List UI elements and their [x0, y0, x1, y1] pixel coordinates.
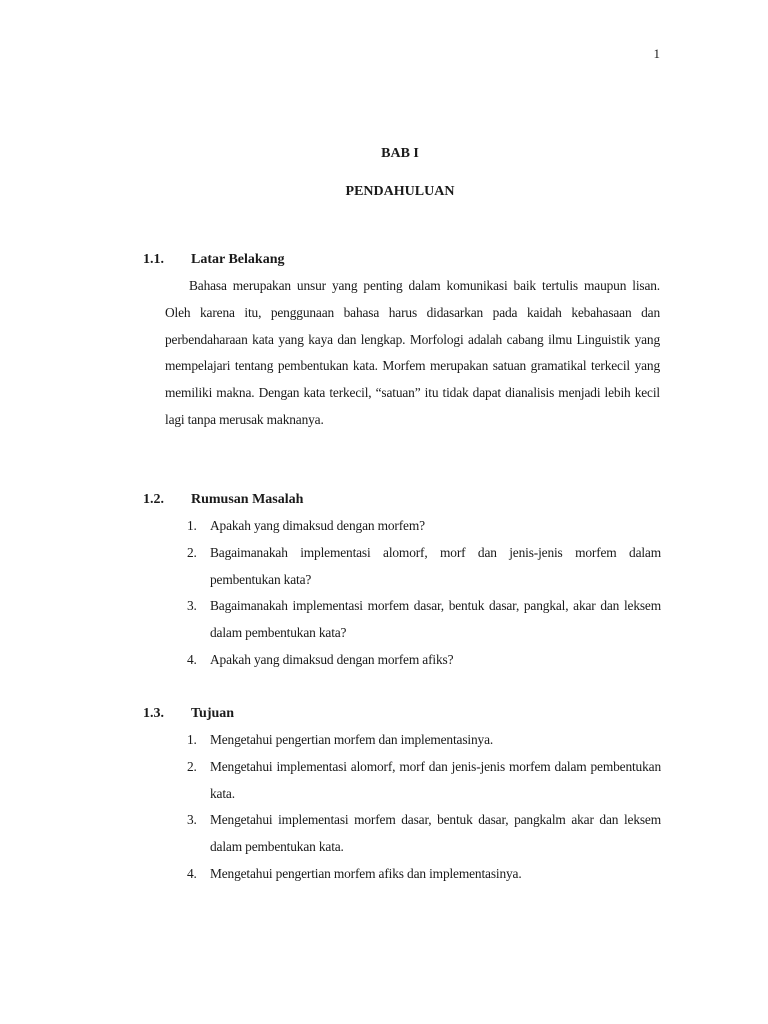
list-marker: 4.	[187, 865, 197, 881]
section-heading-latar-belakang	[143, 252, 284, 268]
section-number: 1.2.	[143, 492, 164, 507]
list-marker: 1.	[187, 518, 197, 533]
list-marker: 2.	[187, 758, 197, 774]
list-item-text: Apakah yang dimaksud dengan morfem afiks?	[210, 651, 454, 667]
list-item	[187, 540, 661, 594]
section-paragraph	[165, 273, 660, 434]
list-item-text: Mengetahui implementasi morfem dasar, bentuk dasar, pangkalm akar dan leksem dalam pembentukan kata.	[210, 812, 661, 855]
list-item	[187, 807, 661, 861]
chapter-label: BAB I	[381, 146, 419, 161]
page-number: 1	[653, 46, 660, 61]
paragraph-text: Bahasa merupakan unsur yang penting dalam komunikasi baik tertulis maupun lisan. Oleh karena itu, penggunaan bahasa harus didasarkan pada kaidah kebahasaan dan perbendaharaan kata yang kaya dan lengkap. Morfologi adalah cabang ilmu Linguistik yang mempelajari tentang pembentukan kata. Morfem merupakan satuan gramatikal terkecil yang memiliki makna. Dengan kata terkecil, “satuan” itu tidak dapat dianalisis menjadi lebih kecil lagi tanpa merusak maknanya.	[165, 278, 660, 427]
list-item	[187, 754, 661, 808]
chapter-title: PENDAHULUAN	[345, 184, 455, 199]
list-item-text: Bagaimanakah implementasi morfem dasar, bentuk dasar, pangkal, akar dan leksem dalam pembentukan kata?	[210, 598, 661, 641]
list-marker: 1.	[187, 732, 197, 747]
list-item-text: Apakah yang dimaksud dengan morfem?	[210, 518, 425, 533]
section-heading-rumusan-masalah	[143, 492, 303, 508]
section-heading-tujuan	[143, 706, 234, 722]
list-item-text: Mengetahui pengertian morfem dan implementasinya.	[210, 732, 494, 747]
list-marker: 3.	[187, 598, 197, 614]
list-item-text: Mengetahui pengertian morfem afiks dan implementasinya.	[210, 865, 522, 881]
list-item	[187, 861, 661, 888]
list-marker: 3.	[187, 812, 197, 828]
tujuan-list	[187, 727, 661, 888]
list-item-text: Bagaimanakah implementasi alomorf, morf dan jenis-jenis morfem dalam pembentukan kata?	[210, 544, 661, 587]
rumusan-masalah-list	[187, 513, 661, 674]
section-number: 1.3.	[143, 706, 164, 721]
list-item	[187, 593, 661, 647]
list-item	[187, 647, 661, 674]
list-marker: 4.	[187, 651, 197, 667]
list-item	[187, 513, 661, 540]
list-marker: 2.	[187, 544, 197, 560]
section-title: Rumusan Masalah	[191, 492, 304, 507]
list-item-text: Mengetahui implementasi alomorf, morf dan jenis-jenis morfem dalam pembentukan kata.	[210, 758, 661, 801]
section-title: Latar Belakang	[191, 252, 285, 267]
list-item	[187, 727, 661, 754]
section-number: 1.1.	[143, 252, 164, 267]
section-title: Tujuan	[191, 706, 235, 721]
